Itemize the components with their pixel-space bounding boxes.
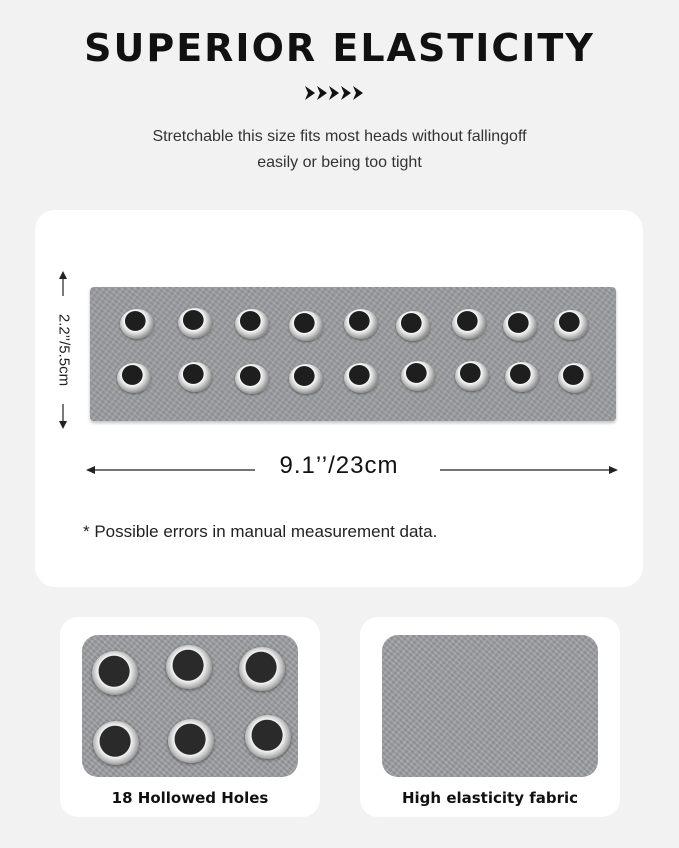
grommet [396, 311, 430, 341]
grommet [558, 363, 592, 393]
grommet [93, 721, 139, 765]
grommet [178, 308, 212, 338]
grommet [245, 715, 291, 759]
feature-label-holes: 18 Hollowed Holes [111, 789, 269, 807]
measurement-note: * Possible errors in manual measurement data. [83, 522, 438, 541]
grommet [344, 363, 378, 393]
grommet [120, 309, 154, 339]
subtitle [60, 124, 619, 176]
height-label: 2.2’’/5.5cm [55, 313, 73, 387]
grommet [503, 311, 537, 341]
page-title: SUPERIOR ELASTICITY [84, 26, 595, 70]
width-label: 9.1’’/23cm [279, 452, 399, 479]
holes-closeup-image [82, 635, 298, 777]
grommet [168, 719, 214, 763]
measurement-card [35, 210, 643, 587]
grommet [239, 647, 285, 691]
chevron-arrows-icon [0, 84, 679, 102]
grommet [344, 309, 378, 339]
headband-image [90, 287, 616, 421]
grommet [452, 309, 486, 339]
fabric-closeup-image [382, 635, 598, 777]
grommet [289, 364, 323, 394]
grommet [505, 362, 539, 392]
grommet [401, 361, 435, 391]
feature-label-fabric: High elasticity fabric [401, 789, 579, 807]
grommet [235, 364, 269, 394]
feature-card-holes [60, 617, 320, 817]
grommet [554, 310, 588, 340]
grommet [235, 309, 269, 339]
grommet [166, 645, 212, 689]
grommet [178, 362, 212, 392]
feature-card-fabric [360, 617, 620, 817]
grommet [289, 311, 323, 341]
subtitle-line-2: easily or being too tight [257, 154, 422, 171]
subtitle-line-1: Stretchable this size fits most heads without fallingoff [152, 128, 527, 145]
grommet [92, 651, 138, 695]
grommet [455, 361, 489, 391]
grommet [117, 363, 151, 393]
